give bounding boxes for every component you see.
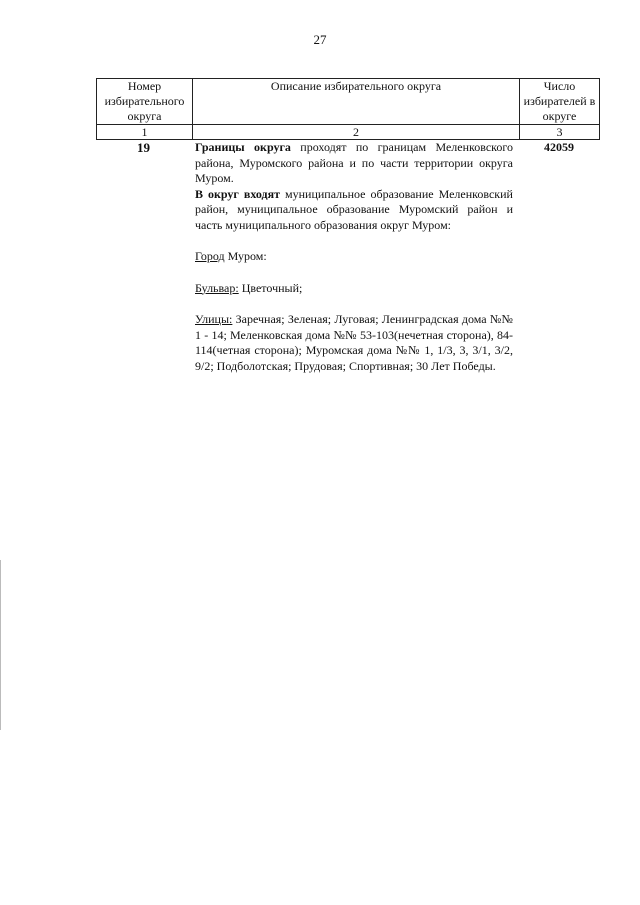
composition-paragraph: [195, 187, 513, 234]
composition-text: муниципальное образование Меленковский район, муниципальное образование Муромский район и часть муниципального образования округ Муром:: [195, 186, 513, 232]
city-line: [195, 249, 513, 265]
table-column-numbers-row: [97, 125, 600, 140]
column-number-3: 3: [520, 125, 600, 140]
district-table-header: [96, 78, 600, 140]
page-number: 27: [313, 32, 327, 47]
boulevard-value: Цветочный;: [238, 280, 303, 295]
district-number: 19: [137, 140, 150, 155]
column-number-2: 2: [193, 125, 520, 140]
streets-value: Заречная; Зеленая; Луговая; Ленинградская дома №№ 1 - 14; Меленковская дома №№ 53-103(нечетная сторона), 84-114(четная сторона); Муромская дома №№ 1, 1/3, 3, 3/1, 3/2, 9/2; Подболотская; Прудовая; Спортивная; 30 Лет Победы.: [195, 312, 513, 373]
streets-paragraph: [195, 312, 513, 374]
scan-edge-line: [0, 560, 1, 730]
boundaries-heading: Границы округа: [195, 140, 291, 154]
boulevard-label: Бульвар:: [195, 280, 239, 295]
column-header-description: Описание избирательного округа: [193, 79, 520, 125]
boundaries-paragraph: [195, 140, 513, 187]
boundaries-text: проходят по границам Меленковского района, Муромского района и по части территории округа Муром.: [195, 140, 514, 185]
city-label: Город: [195, 249, 225, 263]
column-header-voters: Число избирателей в округе: [520, 79, 600, 125]
table-header-row: [97, 79, 600, 125]
column-number-1: 1: [97, 125, 193, 140]
composition-heading: В округ входят: [195, 186, 281, 201]
column-header-district-number: Номер избирательного округа: [97, 79, 193, 125]
boulevard-line: [195, 281, 513, 297]
voters-count: 42059: [544, 140, 574, 154]
district-description: [195, 140, 513, 374]
streets-label: Улицы:: [195, 312, 233, 326]
city-value: Муром:: [224, 249, 267, 263]
